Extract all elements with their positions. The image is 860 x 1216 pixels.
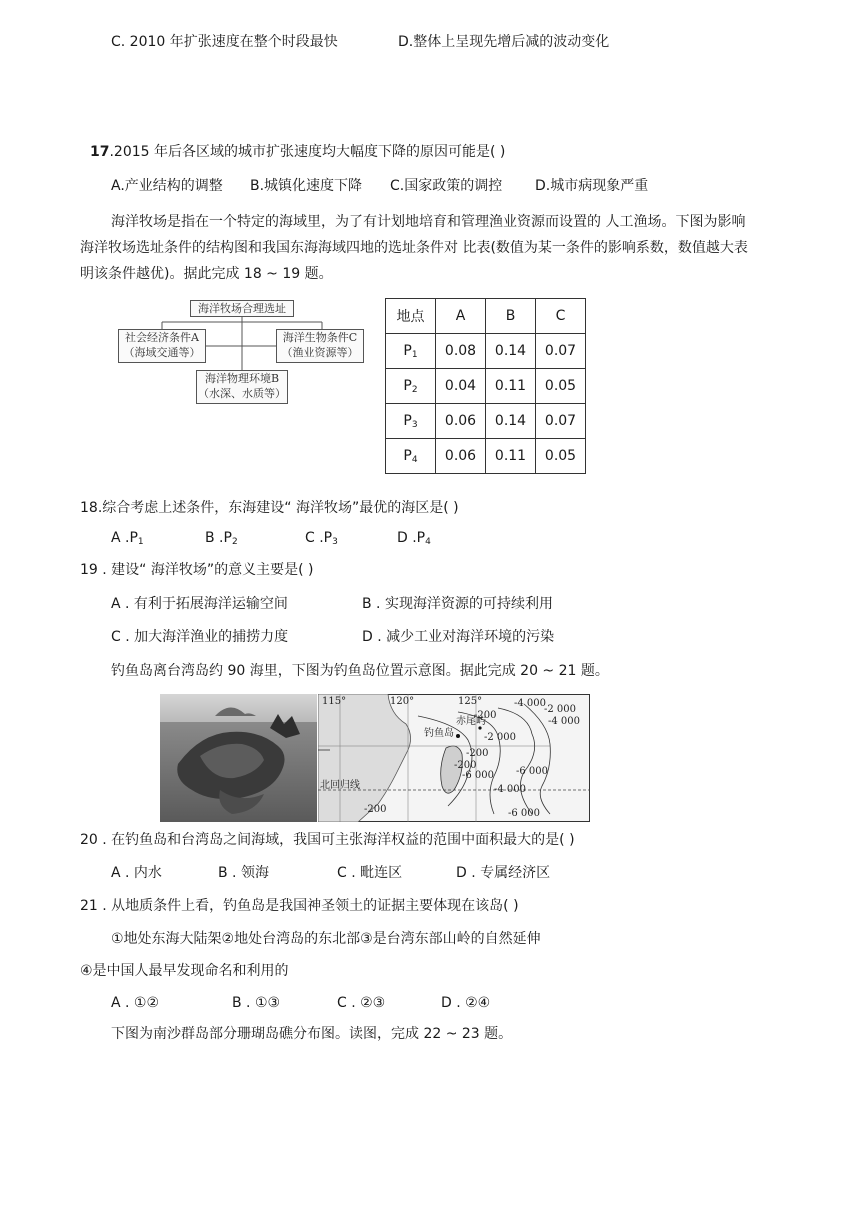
diagram-box-c-line2: （渔业资源等） (281, 346, 359, 359)
q18-option-a: A $.P_1$ (111, 530, 144, 547)
svg-text:-200: -200 (454, 760, 477, 771)
svg-text:-6 000: -6 000 (462, 770, 495, 781)
diagram-box-c-line1: 海洋生物条件C (282, 331, 358, 344)
table-cell: 0.08 (436, 334, 486, 369)
passage2: 钓鱼岛离台湾岛约 90 海里，下图为钓鱼岛位置示意图。据此完成 20 ~ 21 题。 (111, 663, 609, 679)
diagram-box-a-line2: （海域交通等） (123, 346, 201, 359)
svg-text:-6 000: -6 000 (508, 808, 541, 819)
table-site-cell: $P_4$ (386, 439, 436, 474)
svg-text:-2 000: -2 000 (544, 704, 577, 715)
q18-option-d: D $.P_4$ (397, 530, 431, 547)
table-cell: 0.05 (536, 439, 586, 474)
passage1-line2: 海洋牧场选址条件的结构图和我国东海海域四地的选址条件对 比表(数值为某一条件的影响系数，数值越大表 (80, 240, 748, 256)
table-cell: 0.07 (536, 404, 586, 439)
svg-text:钓鱼岛: 钓鱼岛 (424, 728, 454, 739)
table-header-cell: B (486, 299, 536, 334)
site-selection-diagram (118, 298, 366, 410)
q21-option-c: C . ②③ (337, 995, 386, 1011)
diagram-root-box: 海洋牧场合理选址 (190, 300, 294, 317)
q21-stem: 21 . 从地质条件上看，钓鱼岛是我国神圣领土的证据主要体现在该岛( ) (80, 898, 519, 914)
q19-option-a: A . 有利于拓展海洋运输空间 (111, 596, 288, 612)
q21-option-d: D . ②④ (441, 995, 491, 1011)
q19-stem: 19 . 建设“ 海洋牧场”的意义主要是( ) (80, 562, 314, 578)
q17-option-c: C.国家政策的调控 (390, 178, 503, 194)
svg-text:-4 000: -4 000 (548, 716, 581, 727)
q17-option-d: D.城市病现象严重 (535, 178, 649, 194)
site-comparison-table (385, 298, 586, 474)
table-header-cell: C (536, 299, 586, 334)
svg-text:-6 000: -6 000 (516, 766, 549, 777)
diagram-box-b (196, 370, 288, 404)
q19-option-d: D . 减少工业对海洋环境的污染 (362, 629, 555, 645)
diagram-box-c (276, 329, 364, 363)
table-cell: 0.07 (536, 334, 586, 369)
svg-text:115°: 115° (322, 696, 347, 707)
svg-text:-4 000: -4 000 (514, 698, 547, 709)
passage1-line3: 明该条件越优)。据此完成 18 ~ 19 题。 (80, 266, 333, 282)
island-photo (160, 694, 317, 822)
svg-text:赤尾屿: 赤尾屿 (456, 716, 486, 727)
table-site-cell: $P_2$ (386, 369, 436, 404)
diagram-box-b-line2: （水深、水质等） (198, 387, 286, 400)
table-row (386, 369, 586, 404)
q17-option-b: B.城镇化速度下降 (250, 178, 363, 194)
diagram-box-a-line1: 社会经济条件A (125, 331, 199, 344)
q16-option-c: C. 2010 年扩张速度在整个时段最快 (111, 34, 338, 50)
diagram-box-b-line1: 海洋物理环境B (204, 372, 280, 385)
svg-text:北回归线: 北回归线 (320, 780, 360, 791)
table-row (386, 334, 586, 369)
table-cell: 0.04 (436, 369, 486, 404)
diaoyu-location-map (318, 694, 590, 822)
q20-stem: 20 . 在钓鱼岛和台湾岛之间海域，我国可主张海洋权益的范围中面积最大的是( ) (80, 832, 575, 848)
q18-option-c: C $.P_3$ (305, 530, 338, 547)
q16-option-d: D.整体上呈现先增后减的波动变化 (398, 34, 610, 50)
svg-text:125°: 125° (458, 696, 483, 707)
table-cell: 0.11 (486, 439, 536, 474)
table-cell: 0.14 (486, 334, 536, 369)
table-cell: 0.06 (436, 439, 486, 474)
table-site-cell: $P_1$ (386, 334, 436, 369)
svg-text:-4 000: -4 000 (494, 784, 527, 795)
q18-option-b: B $.P_2$ (205, 530, 238, 547)
q21-statements-line2: ④是中国人最早发现命名和利用的 (80, 963, 289, 979)
table-row (386, 404, 586, 439)
q20-option-c: C . 毗连区 (337, 865, 403, 881)
svg-text:120°: 120° (390, 696, 415, 707)
svg-text:-200: -200 (466, 748, 489, 759)
q20-option-b: B . 领海 (218, 865, 269, 881)
q21-option-b: B . ①③ (232, 995, 281, 1011)
table-header-cell: A (436, 299, 486, 334)
diagram-box-a (118, 329, 206, 363)
table-cell: 0.06 (436, 404, 486, 439)
passage3: 下图为南沙群岛部分珊瑚岛礁分布图。读图，完成 22 ~ 23 题。 (111, 1026, 513, 1042)
q21-option-a: A . ①② (111, 995, 160, 1011)
q19-option-b: B . 实现海洋资源的可持续利用 (362, 596, 553, 612)
passage1-line1: 海洋牧场是指在一个特定的海域里，为了有计划地培育和管理渔业资源而设置的 人工渔场。下图为影响 (111, 214, 746, 230)
table-site-cell: $P_3$ (386, 404, 436, 439)
q20-option-d: D . 专属经济区 (456, 865, 551, 881)
table-cell: 0.11 (486, 369, 536, 404)
q17-option-a: A.产业结构的调整 (111, 178, 223, 194)
q19-option-c: C . 加大海洋渔业的捕捞力度 (111, 629, 289, 645)
q18-stem: 18.综合考虑上述条件，东海建设“ 海洋牧场”最优的海区是( ) (80, 500, 459, 516)
table-cell: 0.05 (536, 369, 586, 404)
q17-stem: .2015 年后各区域的城市扩张速度均大幅度下降的原因可能是( ) (109, 144, 506, 160)
table-header-cell: 地点 (386, 299, 436, 334)
q21-statements-line1: ①地处东海大陆架②地处台湾岛的东北部③是台湾东部山岭的自然延伸 (111, 931, 541, 947)
table-header-row (386, 299, 586, 334)
svg-text:-2 000: -2 000 (484, 732, 517, 743)
svg-text:-200: -200 (474, 710, 497, 721)
table-cell: 0.14 (486, 404, 536, 439)
table-row (386, 439, 586, 474)
svg-text:-200: -200 (364, 804, 387, 815)
q17-question (90, 142, 505, 162)
q20-option-a: A . 内水 (111, 865, 162, 881)
q17-number: 17 (90, 144, 110, 160)
